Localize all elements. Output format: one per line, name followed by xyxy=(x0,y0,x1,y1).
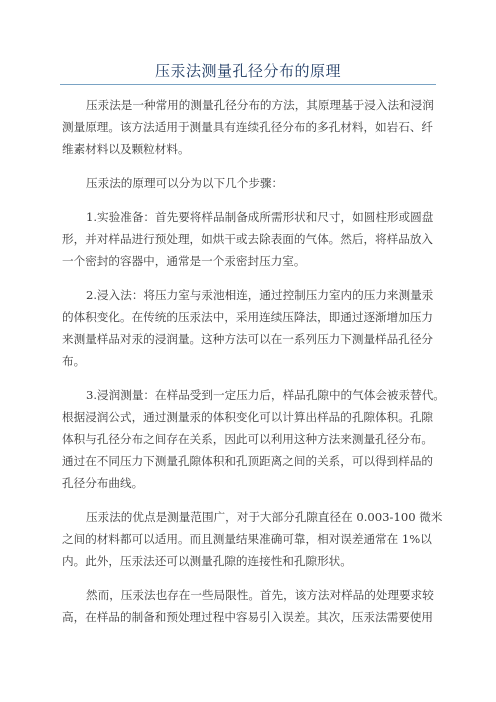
text-line: 1.实验准备：首先要将样品制备成所需形状和尺寸，如圆柱形或圆盘 xyxy=(86,210,434,224)
text-line: 内。此外，压汞法还可以测量孔隙的连接性和孔隙形状。 xyxy=(62,554,352,568)
title-divider xyxy=(60,84,436,85)
text-line: 然而，压汞法也存在一些局限性。首先，该方法对样品的处理要求较 xyxy=(86,588,434,602)
text-line: 通过在不同压力下测量孔隙体积和孔顶距离之间的关系，可以得到样品的 xyxy=(62,454,434,468)
text-line: 体积与孔径分布之间存在关系，因此可以利用这种方法来测量孔径分布。 xyxy=(62,432,434,446)
text-line: 孔径分布曲线。 xyxy=(62,476,144,490)
text-line: 压汞法是一种常用的测量孔径分布的方法，其原理基于浸入法和浸润 xyxy=(86,98,434,112)
text-line: 3.浸润测量：在样品受到一定压力后，样品孔隙中的气体会被汞替代。 xyxy=(86,388,445,402)
text-line: 的体积变化。在传统的压汞法中，采用连续压降法，即通过逐渐增加压力 xyxy=(62,310,434,324)
page-title: 压汞法测量孔径分布的原理 xyxy=(154,62,341,80)
text-line: 2.浸入法：将压力室与汞池相连，通过控制压力室内的压力来测量汞 xyxy=(86,288,434,302)
text-line: 压汞法的优点是测量范围广，对于大部分孔隙直径在 0.003-100 微米 xyxy=(86,510,443,524)
text-line: 维素材料以及颗粒材料。 xyxy=(62,142,190,156)
text-line: 形，并对样品进行预处理，如烘干或去除表面的气体。然后，将样品放入 xyxy=(62,232,434,246)
text-line: 来测量样品对汞的浸润量。这种方法可以在一系列压力下测量样品孔径分 xyxy=(62,332,434,346)
text-line: 压汞法的原理可以分为以下几个步骤： xyxy=(86,176,284,190)
text-line: 布。 xyxy=(62,354,86,368)
text-line: 一个密封的容器中，通常是一个汞密封压力室。 xyxy=(62,254,306,268)
text-line: 高，在样品的制备和预处理过程中容易引入误差。其次，压汞法需要使用 xyxy=(62,610,434,624)
text-line: 测量原理。该方法适用于测量具有连续孔径分布的多孔材料，如岩石、纤 xyxy=(62,120,434,134)
text-line: 之间的材料都可以适用。而且测量结果准确可靠，相对误差通常在 1%以 xyxy=(62,532,432,546)
text-line: 根据浸润公式，通过测量汞的体积变化可以计算出样品的孔隙体积。孔隙 xyxy=(62,410,434,424)
